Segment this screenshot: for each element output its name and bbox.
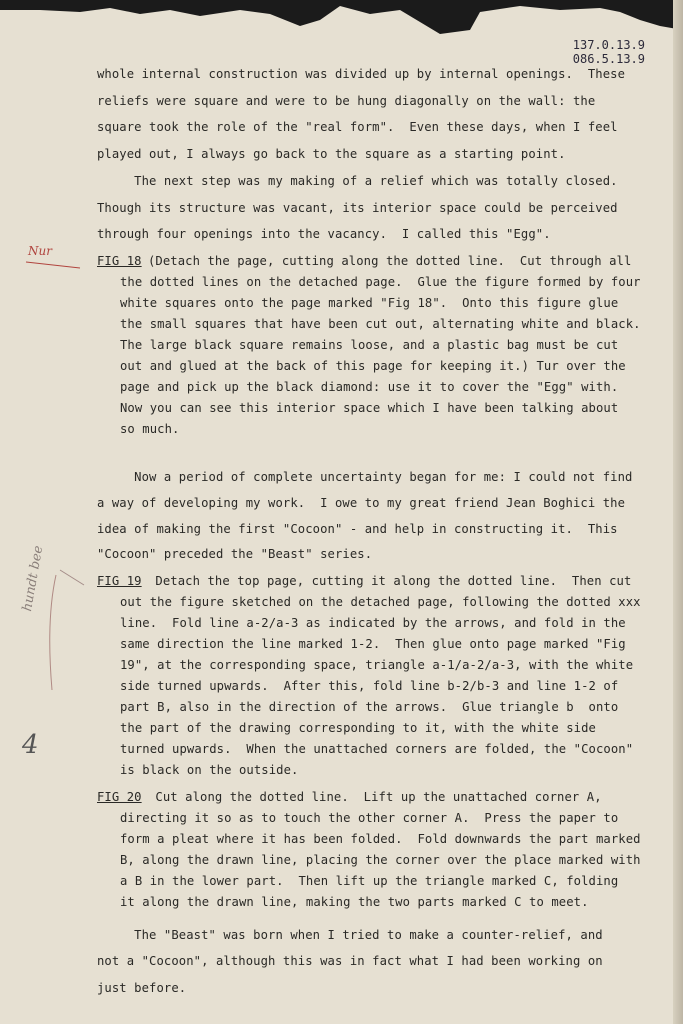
text-line: square took the role of the "real form". Even these days, when I feel <box>97 120 618 134</box>
text-line: The next step was my making of a relief which was totally closed. <box>97 174 618 188</box>
text-line: whole internal construction was divided up by internal openings. These <box>97 67 626 81</box>
fig-18-line: so much. <box>120 422 180 436</box>
fig-20-line: it along the drawn line, making the two parts marked C to meet. <box>120 895 589 909</box>
text-line: "Cocoon" preceded the "Beast" series. <box>97 547 373 561</box>
text-line: idea of making the first "Cocoon" - and help in constructing it. This <box>97 522 618 536</box>
fig-18-line: (Detach the page, cutting along the dotted line. Cut through all <box>148 254 632 268</box>
fig-19-line: part B, also in the direction of the arrows. Glue triangle b onto <box>120 700 619 714</box>
fig-18-label: FIG 18 <box>97 254 142 268</box>
fig-19-line: 19", at the corresponding space, triangle a-1/a-2/a-3, with the white <box>120 658 634 672</box>
text-line: Though its structure was vacant, its interior space could be perceived <box>97 201 618 215</box>
text-line: played out, I always go back to the square as a starting point. <box>97 147 566 161</box>
red-underline-mark <box>26 262 80 268</box>
fig-20-line: Cut along the dotted line. Lift up the unattached corner A, <box>148 790 602 804</box>
fig-19-line: Detach the top page, cutting it along the dotted line. Then cut <box>148 574 632 588</box>
fig-20-line: B, along the drawn line, placing the corner over the place marked with <box>120 853 641 867</box>
archive-number-line-1: 137.0.13.9 <box>572 38 645 52</box>
pencil-tick-mark <box>60 570 84 585</box>
fig-20-line: directing it so as to touch the other corner A. Press the paper to <box>120 811 619 825</box>
text-line: just before. <box>97 981 187 995</box>
fig-19-line: line. Fold line a-2/a-3 as indicated by the arrows, and fold in the <box>120 616 626 630</box>
text-line: The "Beast" was born when I tried to make a counter-relief, and <box>97 928 603 942</box>
fig-18-line: the small squares that have been cut out, alternating white and black. <box>120 317 641 331</box>
margin-pencil-note: hundt bee <box>20 544 47 613</box>
fig-18-line: page and pick up the black diamond: use it to cover the "Egg" with. <box>120 380 619 394</box>
fig-19-line: out the figure sketched on the detached page, following the dotted xxx <box>120 595 641 609</box>
margin-red-note: Nur <box>28 244 52 258</box>
fig-19-line: turned upwards. When the unattached corners are folded, the "Cocoon" <box>120 742 634 756</box>
fig-19-line: side turned upwards. After this, fold line b-2/b-3 and line 1-2 of <box>120 679 619 693</box>
fig-19-line: the part of the drawing corresponding to it, with the white side <box>120 721 596 735</box>
fig-18-line: out and glued at the back of this page for keeping it.) Tur over the <box>120 359 626 373</box>
text-line: a way of developing my work. I owe to my great friend Jean Boghici the <box>97 496 626 510</box>
pencil-bracket-mark <box>50 575 56 690</box>
text-line: not a "Cocoon", although this was in fact what I had been working on <box>97 954 603 968</box>
fig-20-line: form a pleat where it has been folded. Fold downwards the part marked <box>120 832 641 846</box>
fig-19-label: FIG 19 <box>97 574 142 588</box>
fig-18-line: white squares onto the page marked "Fig 18". Onto this figure glue <box>120 296 619 310</box>
fig-19-line: is black on the outside. <box>120 763 299 777</box>
fig-18-line: The large black square remains loose, and a plastic bag must be cut <box>120 338 619 352</box>
text-line: through four openings into the vacancy. I called this "Egg". <box>97 227 551 241</box>
fig-18-line: Now you can see this interior space which I have been talking about <box>120 401 619 415</box>
fig-18-line: the dotted lines on the detached page. Glue the figure formed by four <box>120 275 641 289</box>
text-line: reliefs were square and were to be hung diagonally on the wall: the <box>97 94 596 108</box>
fig-20-label: FIG 20 <box>97 790 142 804</box>
fig-19-line: same direction the line marked 1-2. Then glue onto page marked "Fig <box>120 637 626 651</box>
text-line: Now a period of complete uncertainty began for me: I could not find <box>97 470 633 484</box>
margin-pencil-number: 4 <box>22 730 39 760</box>
archive-number-line-2: 086.5.13.9 <box>572 52 645 66</box>
fig-20-line: a B in the lower part. Then lift up the triangle marked C, folding <box>120 874 619 888</box>
